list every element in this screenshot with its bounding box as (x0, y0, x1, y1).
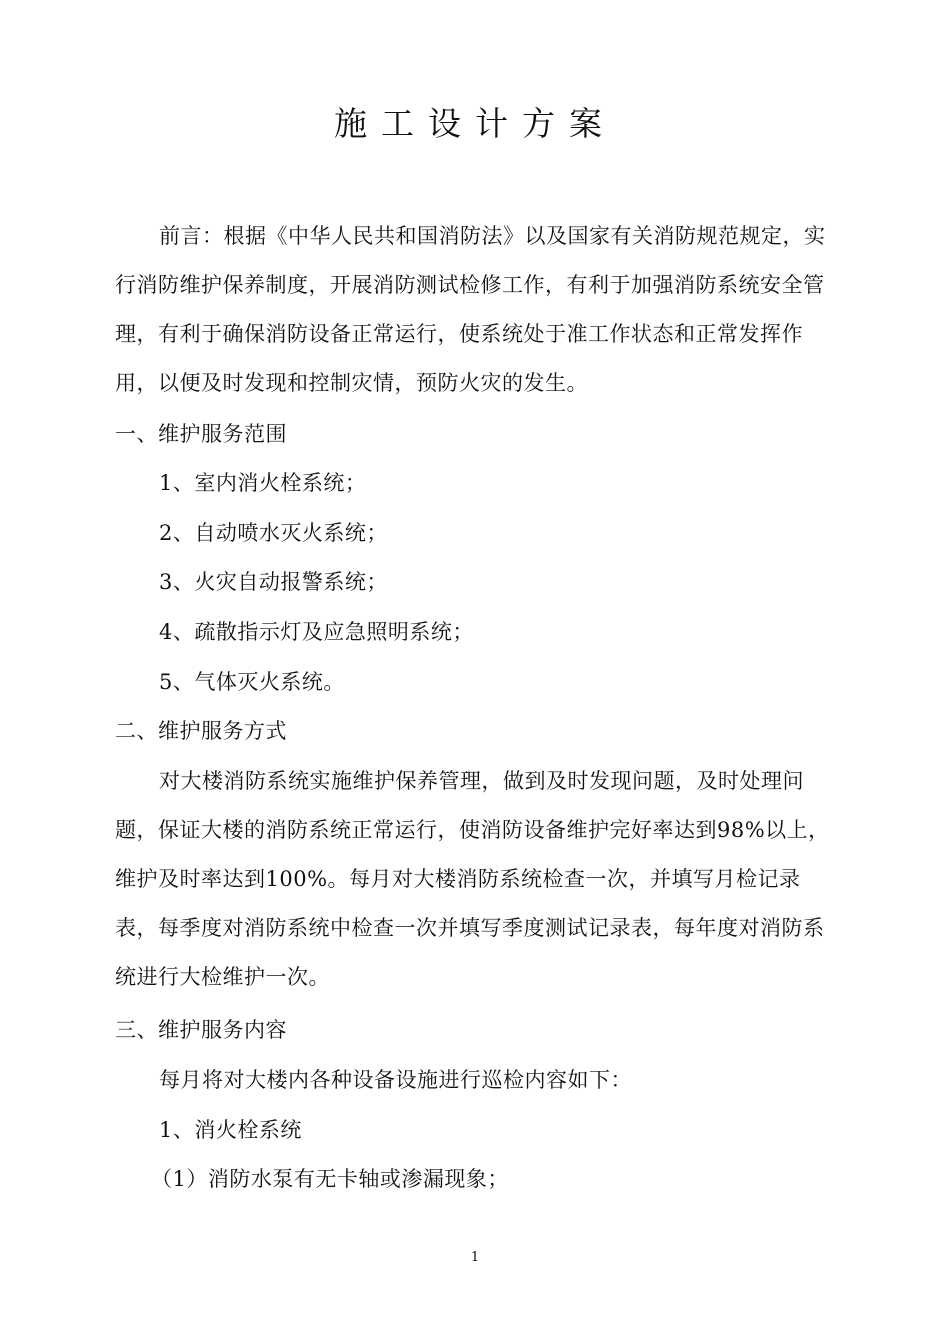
scope-item-3: 3、火灾自动报警系统； (159, 570, 388, 594)
section-heading-scope: 一、维护服务范围 (115, 422, 287, 446)
preface-paragraph: 前言：根据《中华人民共和国消防法》以及国家有关消防规范规定，实行消防维护保养制度，开展消防测试检修工作，有利于加强消防系统安全管理，有利于确保消防设备正常运行，使系统处于准工作状态和正常发挥作用，以便及时发现和控制灾情，预防火灾的发生。 (115, 224, 826, 395)
method-paragraph: 对大楼消防系统实施维护保养管理，做到及时发现问题，及时处理问题，保证大楼的消防系统正常运行，使消防设备维护完好率达到98%以上，维护及时率达到100%。每月对大楼消防系统检查一次，并填写月检记录表，每季度对消防系统中检查一次并填写季度测试记录表，每年度对消防系统进行大检维护一次。 (115, 769, 830, 989)
content-intro: 每月将对大楼内各种设备设施进行巡检内容如下： (159, 1068, 632, 1092)
content-subheading-hydrant: 1、消火栓系统 (159, 1118, 302, 1142)
scope-item-2: 2、自动喷水灭火系统； (159, 521, 388, 545)
scope-item-1: 1、室内消火栓系统； (159, 471, 367, 495)
scope-item-5: 5、气体灭火系统。 (159, 670, 345, 694)
section-heading-content: 三、维护服务内容 (115, 1018, 287, 1042)
document-title: 施工设计方案 (334, 104, 616, 143)
content-item-pump: （1）消防水泵有无卡轴或渗漏现象； (151, 1167, 509, 1191)
scope-item-4: 4、疏散指示灯及应急照明系统； (159, 620, 474, 644)
page-number: 1 (470, 1250, 480, 1265)
section-heading-method: 二、维护服务方式 (115, 719, 287, 743)
